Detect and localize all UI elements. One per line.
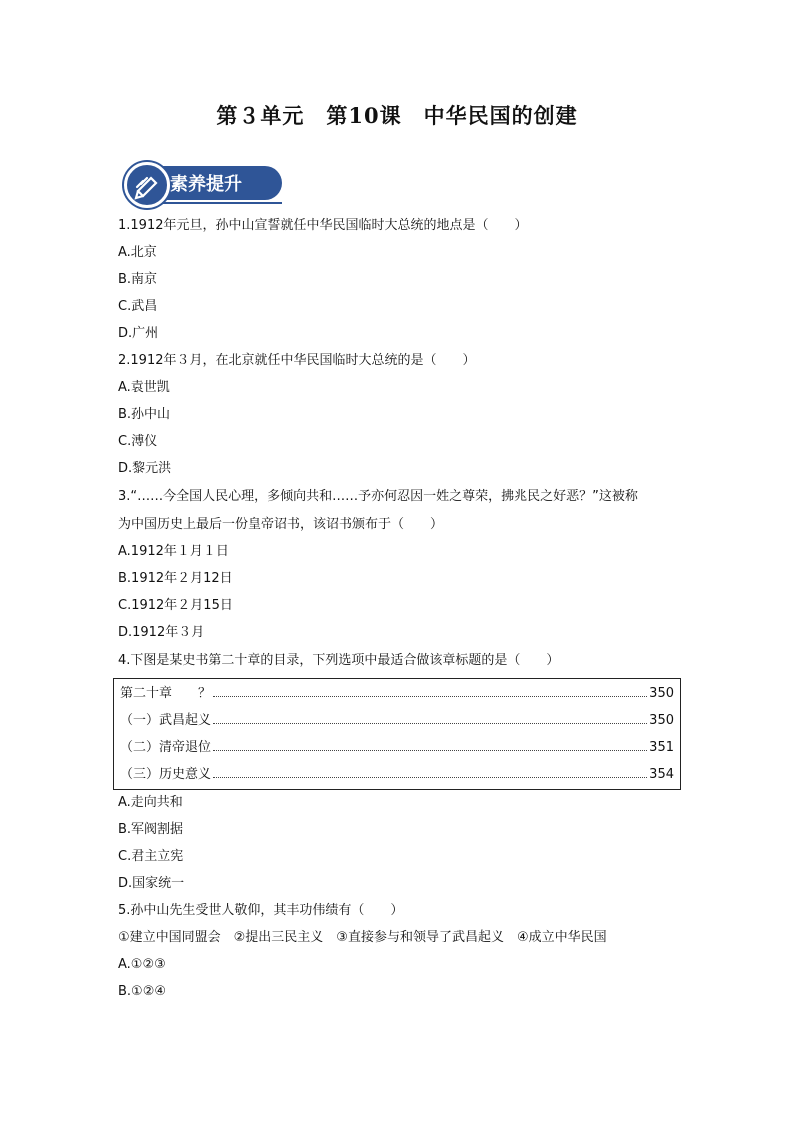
option-line: C.武昌 <box>118 299 158 314</box>
option-line: C.1912年２月15日 <box>118 598 233 613</box>
question-line: 为中国历史上最后一份皇帝诏书，该诏书颁布于（ ） <box>118 517 444 532</box>
option-line: B.1912年２月12日 <box>118 571 233 586</box>
option-line: A.走向共和 <box>118 795 183 810</box>
option-line: A.北京 <box>118 245 157 260</box>
toc-row: 第二十章 ？ 350 <box>120 686 674 701</box>
option-line: D.广州 <box>118 326 159 341</box>
toc-row: （二）清帝退位 351 <box>120 740 674 755</box>
question-line: 2.1912年３月，在北京就任中华民国临时大总统的是（ ） <box>118 353 476 368</box>
section-badge <box>120 162 282 204</box>
table-of-contents <box>113 678 681 790</box>
option-line: D.1912年３月 <box>118 625 205 640</box>
option-line: C.君主立宪 <box>118 849 184 864</box>
option-line: B.南京 <box>118 272 158 287</box>
page-title: 第３单元 第10课 中华民国的创建 <box>216 103 578 128</box>
pencil-icon <box>124 162 170 208</box>
statement-line: ①建立中国同盟会 ②提出三民主义 ③直接参与和领导了武昌起义 ④成立中华民国 <box>118 930 607 945</box>
option-line: B.①②④ <box>118 984 167 999</box>
option-line: A.1912年１月１日 <box>118 544 229 559</box>
option-line: A.袁世凯 <box>118 380 170 395</box>
toc-row: （一）武昌起义 350 <box>120 713 674 728</box>
option-line: D.黎元洪 <box>118 461 172 476</box>
question-line: 1.1912年元旦，孙中山宣誓就任中华民国临时大总统的地点是（ ） <box>118 218 528 233</box>
option-line: B.军阀割据 <box>118 822 184 837</box>
question-line: 4.下图是某史书第二十章的目录，下列选项中最适合做该章标题的是（ ） <box>118 653 560 668</box>
badge-label: 素养提升 <box>170 174 242 195</box>
option-line: B.孙中山 <box>118 407 171 422</box>
question-line: 5.孙中山先生受世人敬仰，其丰功伟绩有（ ） <box>118 903 404 918</box>
toc-row: （三）历史意义 354 <box>120 767 674 782</box>
option-line: A.①②③ <box>118 957 166 972</box>
option-line: C.溥仪 <box>118 434 158 449</box>
option-line: D.国家统一 <box>118 876 185 891</box>
question-line: 3.“……今全国人民心理，多倾向共和……予亦何忍因一姓之尊荣，拂兆民之好恶？”这被称 <box>118 489 638 504</box>
